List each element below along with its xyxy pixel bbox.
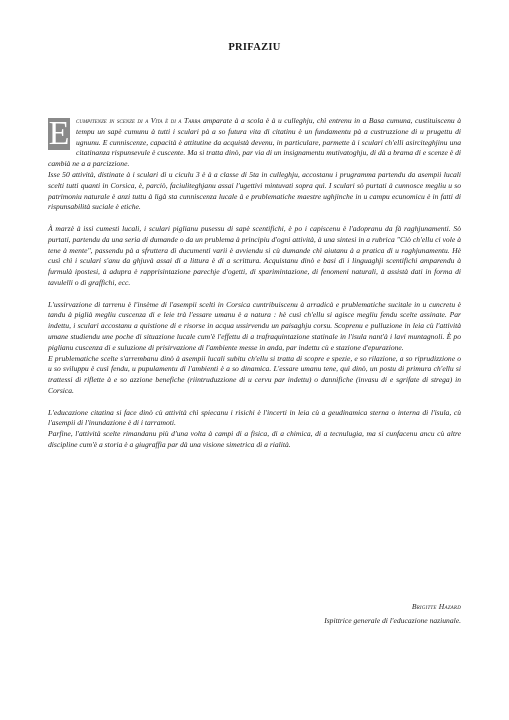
signature-role: Ispittrice generale di l'educazione naziunale. xyxy=(324,616,461,625)
signature-name: Brigitte Hazard xyxy=(411,602,461,611)
paragraph-5: E prublematiche scelte s'arrembanu dinò à asempii lucali subitu ch'ellu si tratta di scopre e spezie, e so rilazione, a so riprudizzione o u so sviluppu è cusì fendu, u pupulamentu di l'ambienti è a so dinamica. L'essare umanu tene, quì dinò, un postu di primura ch'ellu si trattessi di riflette à e so azzione benefiche (riintruduzzione di u cervu par indettu) o dannifiche (invasu di e sgrifate di strega) in Corsica. xyxy=(48,353,461,395)
paragraph-2: Isse 50 attività, distinate à i sculari di u ciculu 3 è à a classe di 5ta in culleghju, accostanu i prugramma partendu da asempii lucali scelti tutti quanti in Corsica, è, parciò, faciuliteghjanu assai l'ugettivi mintuvati sopra quì. I sculari sò purtati à cunnosce megliu u so patrimoniu naturale è anzi tuttu à ligà sta cunniscenza lucale à e prublematiche maestre ughjinche in u campu ecunomicu è in fatti di rispunsabilità suciale è etiche. xyxy=(48,169,461,212)
signature-block xyxy=(260,600,461,628)
dropcap-letter: E xyxy=(48,115,70,152)
paragraph-7: Parfine, l'attività scelte rimandanu più d'una volta à campi di a fisica, di a chimica, di a tecnulugia, ma si cunfacenu ancu cù altre discipline cum'è a storia è a giugraffia par dà una visione simetrica di a rialità. xyxy=(48,429,461,449)
page-title: PRIFAZIU xyxy=(228,42,281,53)
preface-body xyxy=(48,116,461,462)
paragraph-6: L'educazione citatina si face dinò cù attività chì spiecanu i risichi è l'incerti in leia cù a geudinamica sterna o interna di l'isula, cù l'asempii di l'inundazione è di i tarramoti. xyxy=(48,407,461,428)
paragraph-1-text: amparate à a scola è à u culleghju, chì entrenu in a Basa cumuna, custituiscenu à tempu un sapè cumunu à tutti i sculari pà a so futura vita di citatinu è un fundamentu pà a custruzzione di u prugettu di ugnunu. E cunniscenze, capacità è attitutine da acquistà devenu, in particulare, parmette à i sculari ch'elli asirciteghjinu una citatinanza rispunsevule è cuscente. Ma si tratta dinò, par via di un insignamentu mutivatoghju, di dà a brama di e scenze è di cambià ne a a parcizzione. xyxy=(48,116,461,169)
paragraph-4: L'ussirvazione di tarrenu è l'insème di l'asempii scelti in Corsica cuntribuiscenu à arradicà e prublematiche sucitale in u cuncretu è tandu à piglià megliu cuscenza di e leie trà l'essare umanu è a natura : hè cusì ch'ellu si agisce megliu fendu scelte assinate. Par indettu, i sculari accostanu a quistione di e risorse in acqua ussirvendu un paisaghju corsu. Scoprenu e pulluzione in leia cù l'attività umane studiendu une poche di situazione lucale cum'è l'effettu di a trafraquintazione statinale in l'isula nant'à i lavi muntagnoli. È po piglianu cuscenza di e suluzione di prisirvazione di l'ambiente messe in anda, par indettu cù e stazione d'epurazione. xyxy=(48,299,461,352)
intro-smallcaps: cumpitenze in scenze di a Vita è di a Tarra xyxy=(76,116,201,125)
paragraph-1 xyxy=(48,116,461,170)
paragraph-3: À marzè à issi cumesti lucali, i sculari piglianu pusessu di sapè scentifichi, è po i capiscenu è l'adopranu da fà raghjunamenti. Sò purtati, partendu da una seria di dumande o da un prublema à principiu d'ogni attività, à una sintesi in a rubrica "Ciò ch'ellu ci vole à tene à mente", passendu pà a sfruttera di ducumenti varii è avviendu si cù dumande chì aiutanu à a pratica di u raghjunamentu. Hè cusì chì i sculari s'anu da ghjuvà assai di a littura è di a scrittura. Acquistanu dinò e basi di i linguaghji scentifichi amparendu à furmulà ipostesi, à adupra è rapprisintazione parechje d'ogetti, di sparimintazione, di fenomeni naturali, à assistà dati in forma di tavulelli o di graffichi, ecc. xyxy=(48,223,461,287)
